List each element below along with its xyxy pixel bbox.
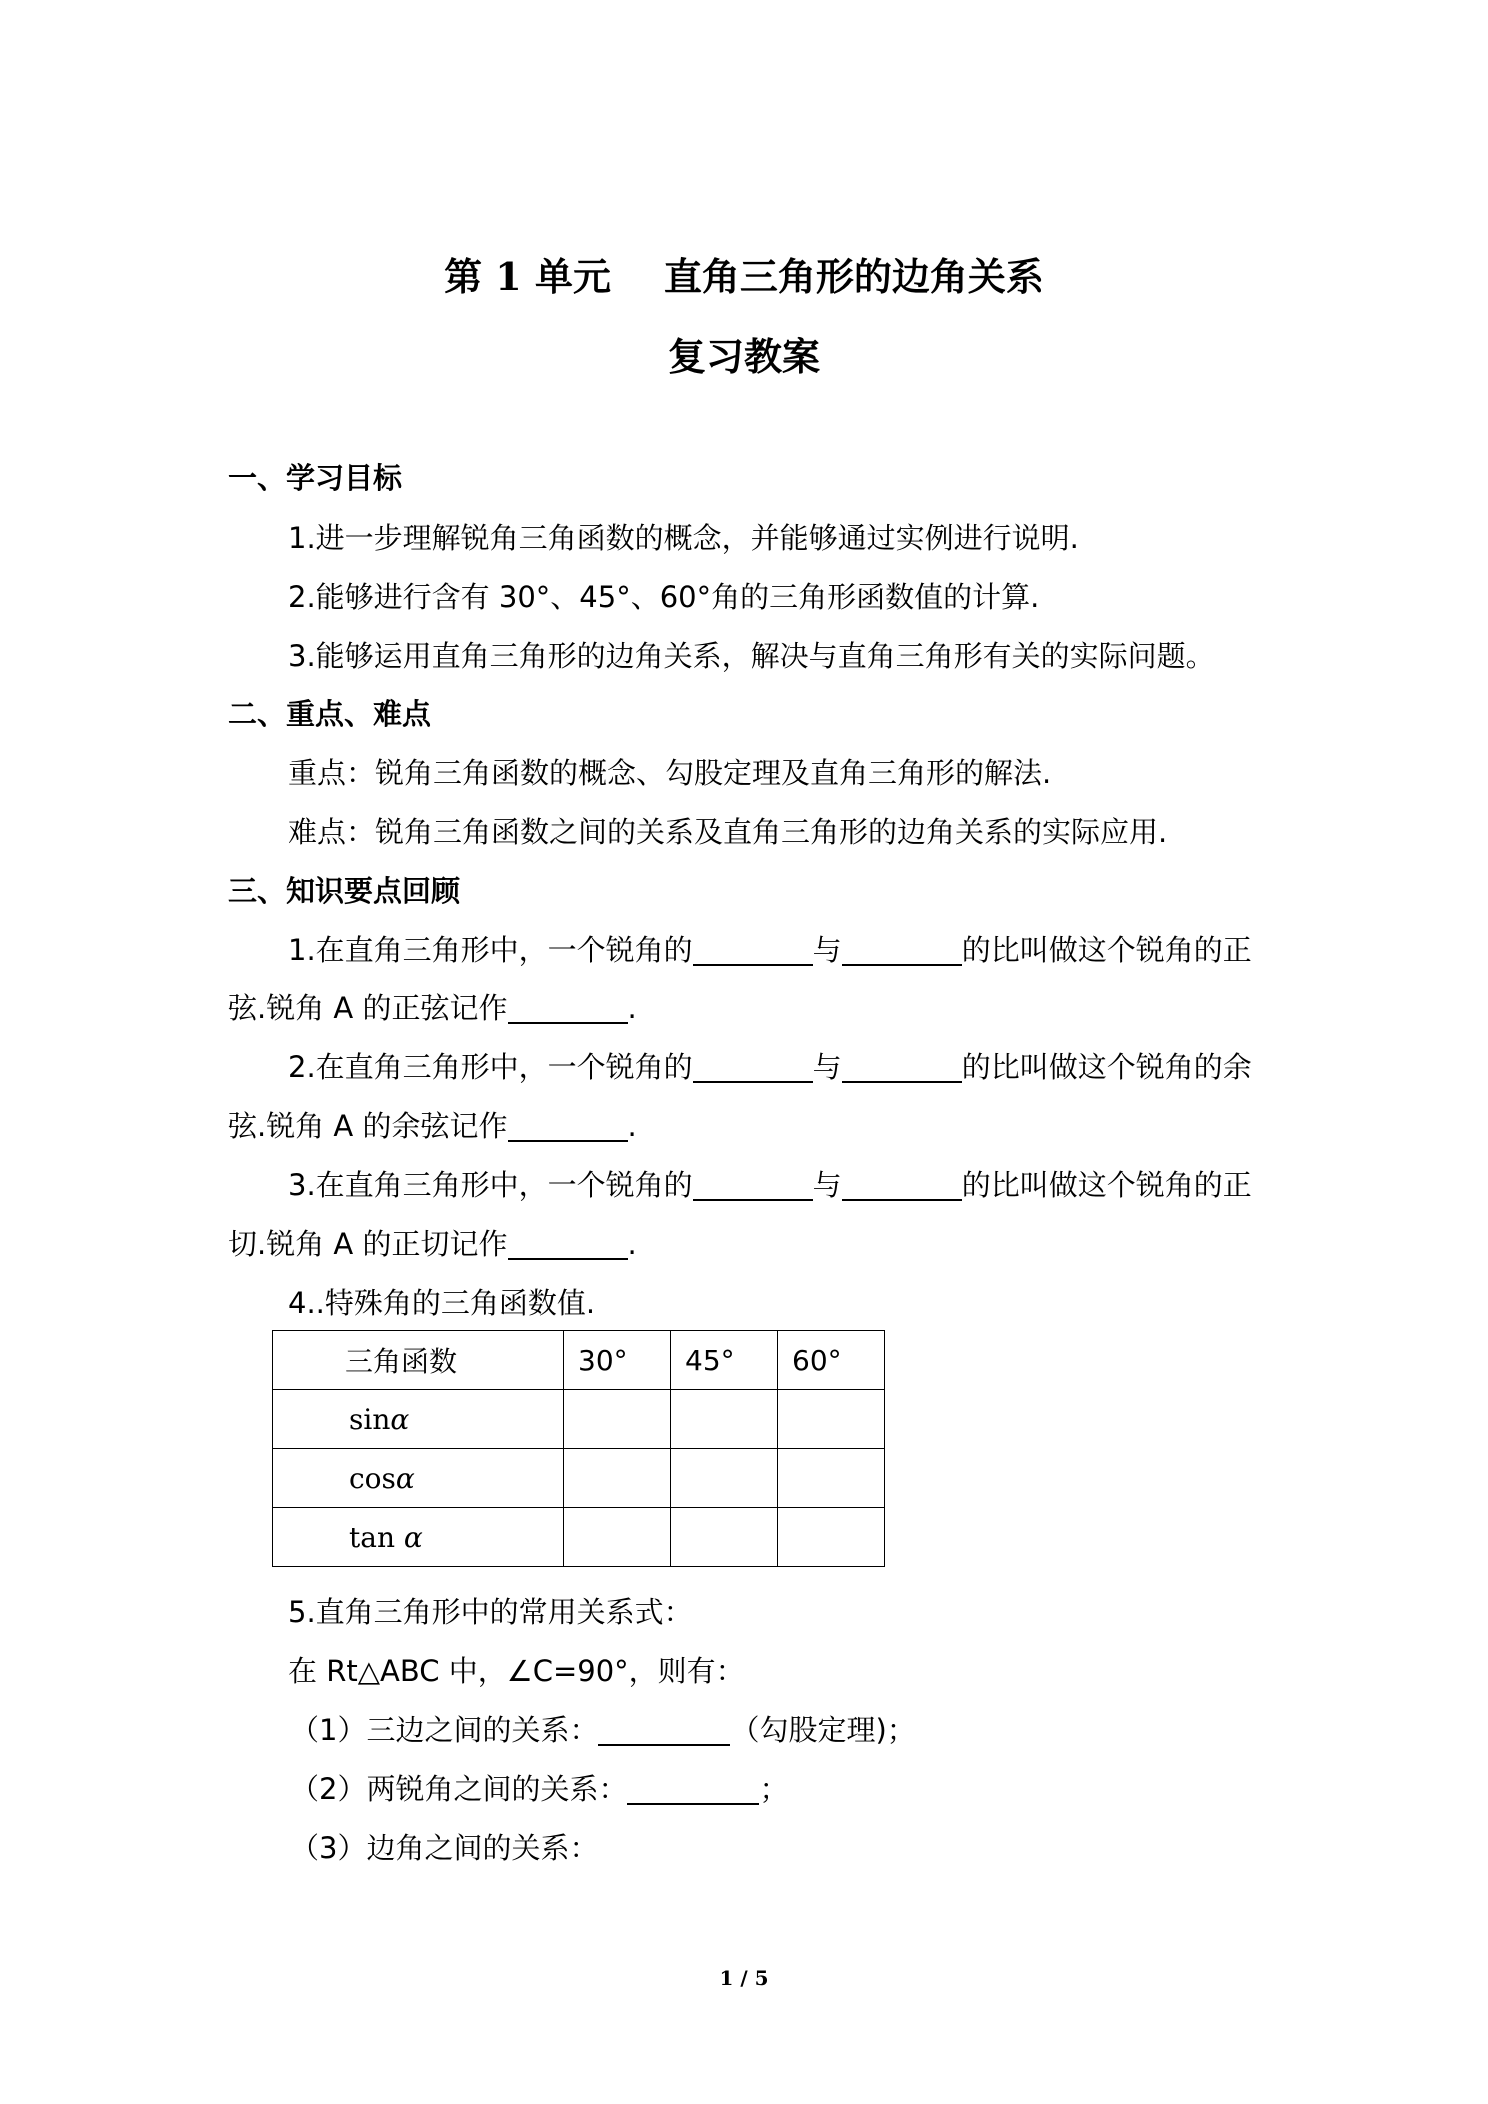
table-row-label: sinα — [273, 1390, 564, 1449]
answer-blank[interactable] — [508, 1228, 628, 1260]
table-cell-blank[interactable] — [671, 1449, 778, 1508]
table-header-cell: 30° — [564, 1331, 671, 1390]
table-row — [273, 1508, 885, 1567]
answer-blank[interactable] — [842, 1169, 962, 1201]
table-row — [273, 1390, 885, 1449]
question-4-text: 4..特殊角的三角函数值. — [288, 1286, 596, 1320]
answer-blank[interactable] — [627, 1773, 759, 1805]
page-number: 1 / 5 — [719, 1966, 769, 1990]
answer-blank[interactable] — [508, 1110, 628, 1142]
goal-item-3: 3.能够运用直角三角形的边角关系，解决与直角三角形有关的实际问题。 — [288, 639, 1215, 673]
table-header-cell: 45° — [671, 1331, 778, 1390]
doc-title: 第 1 单元 直角三角形的边角关系 — [444, 254, 1044, 299]
question-1-line-1: 1.在直角三角形中，一个锐角的 与 的比叫做这个锐角的正 — [288, 933, 1252, 967]
answer-blank[interactable] — [598, 1714, 730, 1746]
relation-1: （1）三边之间的关系： （勾股定理)； — [290, 1713, 916, 1747]
table-header-cell: 60° — [778, 1331, 885, 1390]
answer-blank[interactable] — [693, 934, 813, 966]
table-cell-blank[interactable] — [564, 1508, 671, 1567]
doc-subtitle: 复习教案 — [667, 334, 820, 379]
answer-blank[interactable] — [508, 992, 628, 1024]
answer-blank[interactable] — [693, 1169, 813, 1201]
given-condition: 在 Rt△ABC 中，∠C=90°，则有： — [288, 1654, 745, 1688]
question-2-line-2: 弦.锐角 A 的余弦记作 . — [228, 1109, 637, 1143]
goal-item-1: 1.进一步理解锐角三角函数的概念，并能够通过实例进行说明. — [288, 521, 1079, 555]
answer-blank[interactable] — [842, 1051, 962, 1083]
goal-item-2: 2.能够进行含有 30°、45°、60°角的三角形函数值的计算. — [288, 580, 1040, 614]
table-cell-blank[interactable] — [778, 1449, 885, 1508]
question-2-line-1: 2.在直角三角形中，一个锐角的 与 的比叫做这个锐角的余 — [288, 1050, 1252, 1084]
table-cell-blank[interactable] — [671, 1508, 778, 1567]
question-3-line-1: 3.在直角三角形中，一个锐角的 与 的比叫做这个锐角的正 — [288, 1168, 1252, 1202]
question-1-line-2: 弦.锐角 A 的正弦记作 . — [228, 991, 637, 1025]
table-cell-blank[interactable] — [778, 1508, 885, 1567]
section-heading-review: 三、知识要点回顾 — [228, 874, 461, 908]
question-3-line-2: 切.锐角 A 的正切记作 . — [228, 1227, 637, 1261]
table-cell-blank[interactable] — [564, 1449, 671, 1508]
table-header-cell: 三角函数 — [273, 1331, 564, 1390]
table-row — [273, 1449, 885, 1508]
table-cell-blank[interactable] — [778, 1390, 885, 1449]
relation-2: （2）两锐角之间的关系： ； — [290, 1772, 789, 1806]
table-row — [273, 1331, 885, 1390]
answer-blank[interactable] — [693, 1051, 813, 1083]
section-heading-key-points: 二、重点、难点 — [228, 697, 432, 731]
answer-blank[interactable] — [842, 934, 962, 966]
relation-3: （3）边角之间的关系： — [290, 1831, 599, 1865]
section-heading-goals: 一、学习目标 — [228, 461, 403, 495]
table-row-label: tan α — [273, 1508, 564, 1567]
table-row-label: cosα — [273, 1449, 564, 1508]
difficulty-text: 难点：锐角三角函数之间的关系及直角三角形的边角关系的实际应用. — [288, 815, 1168, 849]
table-cell-blank[interactable] — [671, 1390, 778, 1449]
question-5-text: 5.直角三角形中的常用关系式： — [288, 1595, 693, 1629]
trig-values-table — [272, 1330, 885, 1567]
key-point-text: 重点：锐角三角函数的概念、勾股定理及直角三角形的解法. — [288, 756, 1052, 790]
table-cell-blank[interactable] — [564, 1390, 671, 1449]
